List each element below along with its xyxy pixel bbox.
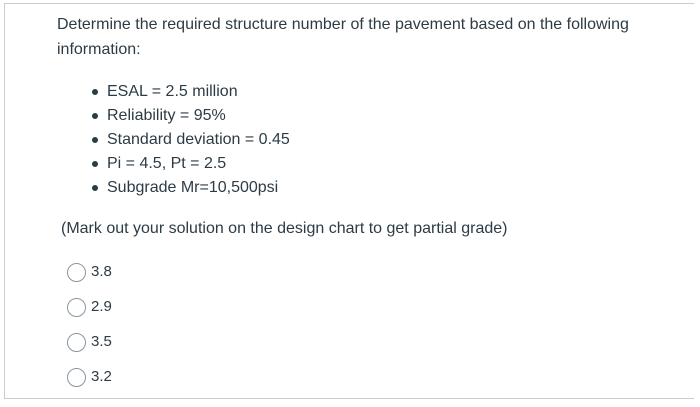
given-information-list: [89, 80, 290, 200]
answer-label[interactable]: 3.5: [91, 333, 112, 350]
answer-label[interactable]: 3.8: [91, 263, 112, 280]
bullet-text: Reliability = 95%: [107, 107, 226, 124]
answer-radio[interactable]: [67, 263, 86, 282]
question-text: Determine the required structure number of the pavement based on the following information:: [57, 16, 629, 58]
bullet-icon: [92, 137, 98, 143]
question-card: [4, 3, 694, 399]
list-item: [89, 128, 290, 152]
answer-options: [67, 260, 112, 400]
bullet-icon: [92, 185, 98, 191]
bullet-icon: [92, 161, 98, 167]
answer-option[interactable]: [67, 330, 112, 365]
list-item: [89, 176, 290, 200]
list-item: [89, 152, 290, 176]
answer-label[interactable]: 2.9: [91, 298, 112, 315]
answer-radio[interactable]: [67, 368, 86, 387]
bullet-icon: [92, 89, 98, 95]
instruction-note: (Mark out your solution on the design chart to get partial grade): [61, 220, 508, 237]
bullet-icon: [92, 113, 98, 119]
bullet-text: Standard deviation = 0.45: [107, 131, 290, 148]
answer-option[interactable]: [67, 365, 112, 400]
bullet-text: Pi = 4.5, Pt = 2.5: [107, 155, 227, 172]
list-item: [89, 80, 290, 104]
answer-option[interactable]: [67, 295, 112, 330]
answer-label[interactable]: 3.2: [91, 368, 112, 385]
answer-radio[interactable]: [67, 333, 86, 352]
answer-radio[interactable]: [67, 298, 86, 317]
list-item: [89, 104, 290, 128]
bullet-text: Subgrade Mr=10,500psi: [107, 179, 279, 196]
bullet-text: ESAL = 2.5 million: [107, 83, 238, 100]
answer-option[interactable]: [67, 260, 112, 295]
